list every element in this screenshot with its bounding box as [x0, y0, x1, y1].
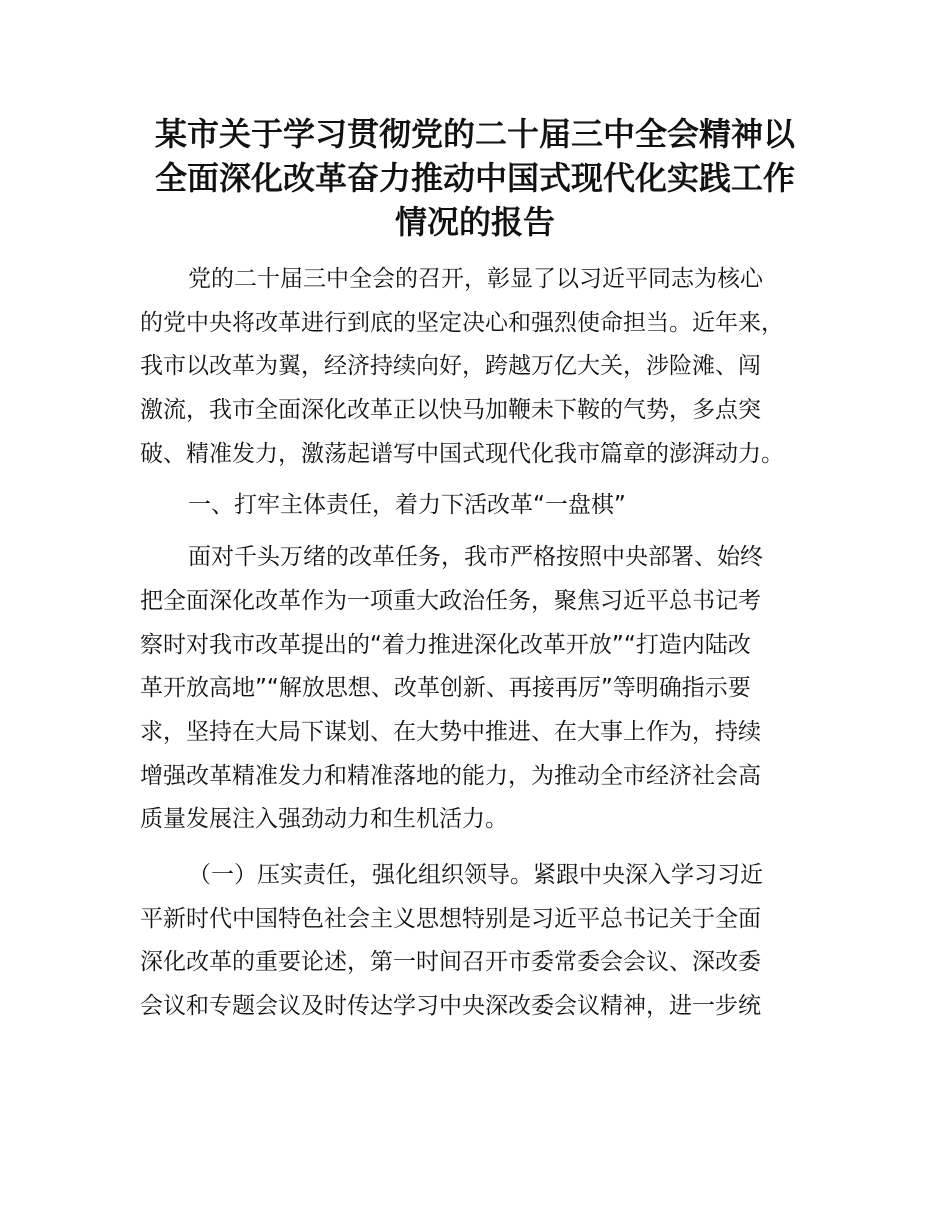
paragraph-line: 的党中央将改革进行到底的坚定决心和强烈使命担当。近年来， — [140, 309, 784, 336]
paragraph-line: 求，坚持在大局下谋划、在大势中推进、在大事上作为，持续 — [140, 718, 761, 745]
title-line: 情况的报告 — [394, 203, 555, 241]
paragraph-line: 察时对我市改革提出的“着力推进深化改革开放”“打造内陆改 — [140, 631, 751, 658]
section-heading-text: 一、打牢主体责任，着力下活改革“一盘棋” — [188, 492, 626, 519]
paragraph-line: 会议和专题会议及时传达学习中央深改委会议精神，进一步统 — [140, 993, 761, 1019]
section-paragraph — [140, 536, 830, 842]
title-line: 全面深化改革奋力推动中国式现代化实践工作 — [154, 159, 795, 197]
paragraph-line: 破、精准发力，激荡起谱写中国式现代化我市篇章的澎湃动力。 — [140, 440, 784, 467]
paragraph-line: 质量发展注入强劲动力和生机活力。 — [140, 806, 508, 833]
paragraph-line: 增强改革精准发力和精准落地的能力，为推动全市经济社会高 — [140, 762, 761, 789]
paragraph-line: 党的二十届三中全会的召开，彰显了以习近平同志为核心 — [188, 266, 763, 292]
paragraph-line: （一）压实责任，强化组织领导。紧跟中央深入学习习近 — [188, 861, 763, 888]
paragraph-line: 我市以改革为翼，经济持续向好，跨越万亿大关，涉险滩、闯 — [140, 353, 761, 380]
document-title — [130, 112, 820, 244]
paragraph-line: 平新时代中国特色社会主义思想特别是习近平总书记关于全面 — [140, 905, 761, 932]
section-heading — [140, 484, 830, 528]
paragraph-line: 激流，我市全面深化改革正以快马加鞭未下鞍的气势，多点突 — [140, 397, 761, 424]
document-body — [140, 258, 830, 1029]
paragraph-line: 把全面深化改革作为一项重大政治任务，聚焦习近平总书记考 — [140, 587, 761, 614]
subsection-paragraph — [140, 854, 830, 1029]
title-line: 某市关于学习贯彻党的二十届三中全会精神以 — [154, 115, 795, 153]
paragraph-line: 革开放高地”“解放思想、改革创新、再接再厉”等明确指示要 — [140, 675, 751, 702]
paragraph-line: 面对千头万绪的改革任务，我市严格按照中央部署、始终 — [188, 544, 763, 571]
intro-paragraph — [140, 258, 830, 476]
paragraph-line: 深化改革的重要论述，第一时间召开市委常委会会议、深改委 — [140, 949, 761, 976]
